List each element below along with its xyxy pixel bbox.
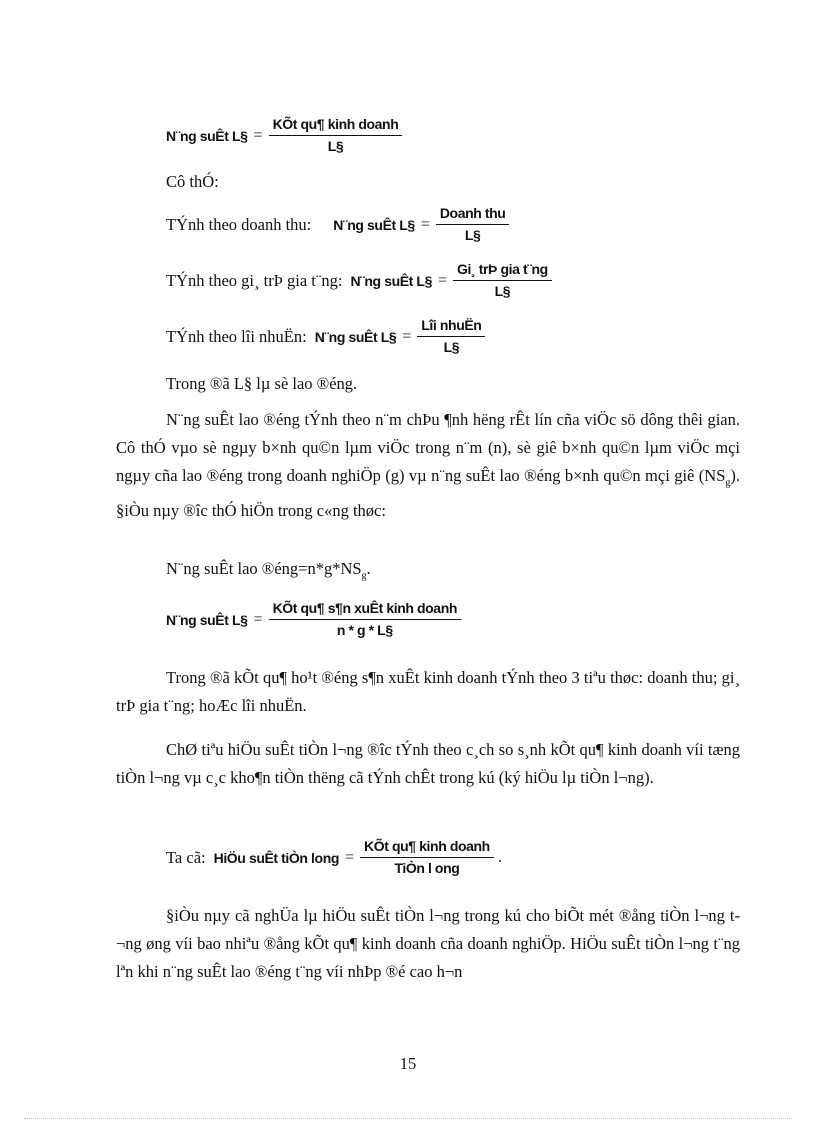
fraction (417, 317, 485, 356)
formula-lhs: N¨ng suÊt L§ (166, 127, 248, 144)
fraction (269, 600, 461, 639)
numerator: Lîi nhuËn (417, 317, 485, 337)
paragraph-productivity (116, 406, 740, 524)
numerator: KÕt qu¶ s¶n xuÊt kinh doanh (269, 600, 461, 620)
denominator: TiÒn l ong (394, 860, 460, 876)
text-ns-formula (166, 558, 371, 587)
ns-formula-text: N¨ng suÊt lao ®éng=n*g*NS (166, 559, 362, 578)
fraction (269, 116, 403, 155)
equals-sign: = (437, 271, 447, 289)
page-number: 15 (399, 1054, 417, 1073)
paragraph-wage-efficiency: ChØ tiªu hiÖu suÊt tiÒn l¬ng ®îc tÝnh theo c¸ch so s¸nh kÕt qu¶ kinh doanh víi tæng tiÒn l¬ng vµ c¸c kho¶n tiÒn thëng cã tÝnh chÊt trong kú (ký hiÖu lµ tiÒn l¬ng). (116, 740, 740, 787)
denominator: n * g * L§ (336, 622, 393, 638)
denominator: L§ (443, 339, 460, 355)
equals-sign: = (402, 327, 412, 345)
numerator: Doanh thu (436, 205, 510, 225)
equals-sign: = (253, 126, 263, 144)
equals-sign: = (253, 610, 263, 628)
formula-lead: Ta cã: (166, 847, 206, 867)
formula-lhs: N¨ng suÊt L§ (166, 611, 248, 628)
formula-by-profit (166, 317, 485, 356)
paragraph-wage-meaning: §iÒu nµy cã nghÜa lµ hiÖu suÊt tiÒn l¬ng trong kú cho biÕt mét ®ång tiÒn l¬ng t¬ng øng víi bao nhiªu ®ång kÕt qu¶ kinh doanh cña doanh nghiÖp. HiÖu suÊt tiÒn l¬ng t¨ng lªn khi n¨ng suÊt lao ®éng t¨ng víi nhÞp ®é cao h¬n (116, 906, 740, 981)
formula-productivity (166, 116, 402, 155)
fraction (453, 261, 552, 300)
numerator: KÕt qu¶ kinh doanh (360, 838, 494, 858)
paragraph-text: N¨ng suÊt lao ®éng tÝnh theo n¨m chÞu ¶nh hëng rÊt lín cña viÖc sö dông thêi gian. Cô thÓ vµo sè ngµy b×nh qu©n lµm viÖc trong n¨m (n), sè giê b×nh qu©n lµm viÖc mçi ngµy cña lao ®éng trong doanh nghiÖp (g) vµ n¨ng suÊt lao ®éng b×nh qu©n mçi giê (NS (116, 410, 740, 485)
formula-lead: TÝnh theo lîi nhuËn: (166, 326, 307, 346)
subscript: g (725, 476, 731, 488)
fraction (360, 838, 494, 877)
denominator: L§ (494, 283, 511, 299)
footer-divider (24, 1118, 792, 1119)
text-co-the: Cô thÓ: (166, 172, 219, 191)
ns-formula-end: . (366, 559, 371, 578)
numerator: Gi¸ trÞ gia t¨ng (453, 261, 552, 281)
numerator: KÕt qu¶ kinh doanh (269, 116, 403, 136)
formula-lhs: N¨ng suÊt L§ (314, 328, 397, 345)
formula-productivity-detailed (166, 600, 461, 639)
subscript: g (361, 570, 367, 582)
equals-sign: = (420, 215, 430, 233)
formula-lhs: N¨ng suÊt L§ (333, 216, 415, 233)
fraction (436, 205, 510, 244)
formula-by-value-added (166, 261, 552, 300)
formula-lhs: HiÖu suÊt tiÒn long (213, 849, 339, 866)
formula-lead: TÝnh theo doanh thu: (166, 214, 312, 234)
denominator: L§ (327, 138, 344, 154)
paragraph-text-end: ). §iÒu nµy ®îc thÓ hiÖn trong c«ng thøc: (116, 465, 740, 520)
formula-by-revenue (166, 205, 509, 244)
equals-sign: = (345, 848, 355, 866)
paragraph-business-result: Trong ®ã kÕt qu¶ ho¹t ®éng s¶n xuÊt kinh doanh tÝnh theo 3 tiªu thøc: doanh thu; gi¸ trÞ gia t¨ng; hoÆc lîi nhuËn. (116, 668, 740, 715)
denominator: L§ (464, 227, 481, 243)
formula-lead: TÝnh theo gi¸ trÞ gia t¨ng: (166, 270, 343, 290)
text-trong-do: Trong ®ã L§ lµ sè lao ®éng. (166, 374, 358, 393)
period: . (497, 848, 502, 866)
formula-lhs: N¨ng suÊt L§ (350, 272, 432, 289)
formula-wage-efficiency (166, 838, 508, 877)
